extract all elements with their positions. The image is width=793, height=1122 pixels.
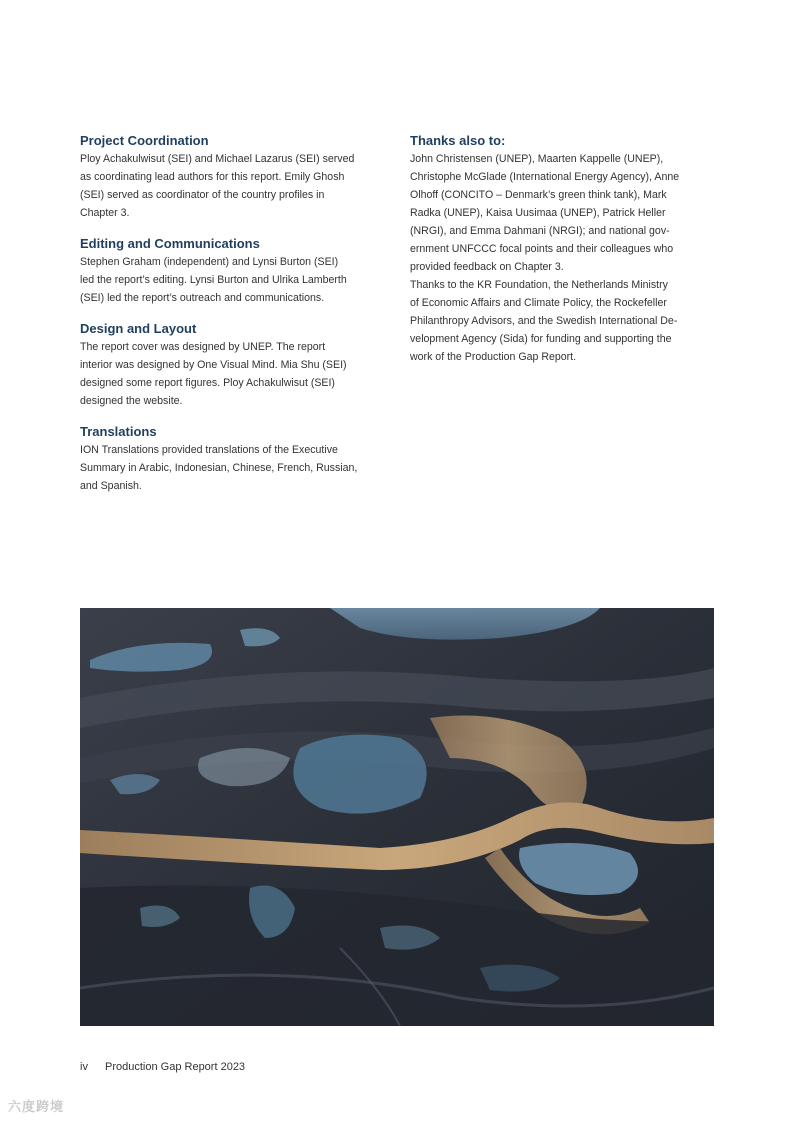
section-body: Stephen Graham (independent) and Lynsi Burton (SEI) led the report’s editing. Lynsi Burton and Ulrika Lamberth (SEI) led the report’s outreach and communications. — [80, 256, 347, 304]
section-project-coordination — [80, 133, 385, 222]
thanks-paragraph-2: Thanks to the KR Foundation, the Netherlands Ministry of Economic Affairs and Climate Policy, the Rockefeller Philanthropy Advisors, and the Swedish International De- velopment Agency (Sida) for funding and supporting the work of the Production Gap Report. — [410, 279, 678, 363]
thanks-paragraph-1: John Christensen (UNEP), Maarten Kappelle (UNEP), Christophe McGlade (International Energy Agency), Anne Olhoff (CONCITO – Denmark’s green think tank), Mark Radka (UNEP), Kaisa Uusimaa (UNEP), Patrick Heller (NRGI), and Emma Dahmani (NRGI); and national gov- ernment UNFCCC focal points and their colleagues who provided feedback on Chapter 3. — [410, 153, 680, 273]
section-editing-communications — [80, 236, 385, 307]
aerial-mine-photo — [80, 608, 714, 1026]
section-body: Ploy Achakulwisut (SEI) and Michael Lazarus (SEI) served as coordinating lead authors for this report. Emily Ghosh (SEI) served as coordinator of the country profiles in Chapter 3. — [80, 153, 355, 219]
section-body: The report cover was designed by UNEP. The report interior was designed by One Visual Mind. Mia Shu (SEI) designed some report figures. Ploy Achakulwisut (SEI) designed the website. — [80, 341, 347, 407]
watermark: 六度跨境 — [8, 1099, 65, 1114]
right-column — [410, 133, 713, 380]
aerial-mine-illustration — [80, 608, 714, 1026]
report-title: Production Gap Report 2023 — [105, 1061, 246, 1073]
section-heading: Design and Layout — [80, 321, 197, 336]
section-thanks — [410, 133, 713, 366]
section-translations — [80, 424, 385, 495]
section-heading: Thanks also to: — [410, 133, 506, 148]
section-heading: Translations — [80, 424, 157, 439]
section-heading: Project Coordination — [80, 133, 209, 148]
left-column — [80, 133, 385, 509]
section-heading: Editing and Communications — [80, 236, 260, 251]
page-footer — [80, 1060, 245, 1074]
page-number: iv — [80, 1061, 88, 1073]
section-design-layout — [80, 321, 385, 410]
section-body: ION Translations provided translations of the Executive Summary in Arabic, Indonesian, Chinese, French, Russian, and Spanish. — [80, 444, 358, 492]
